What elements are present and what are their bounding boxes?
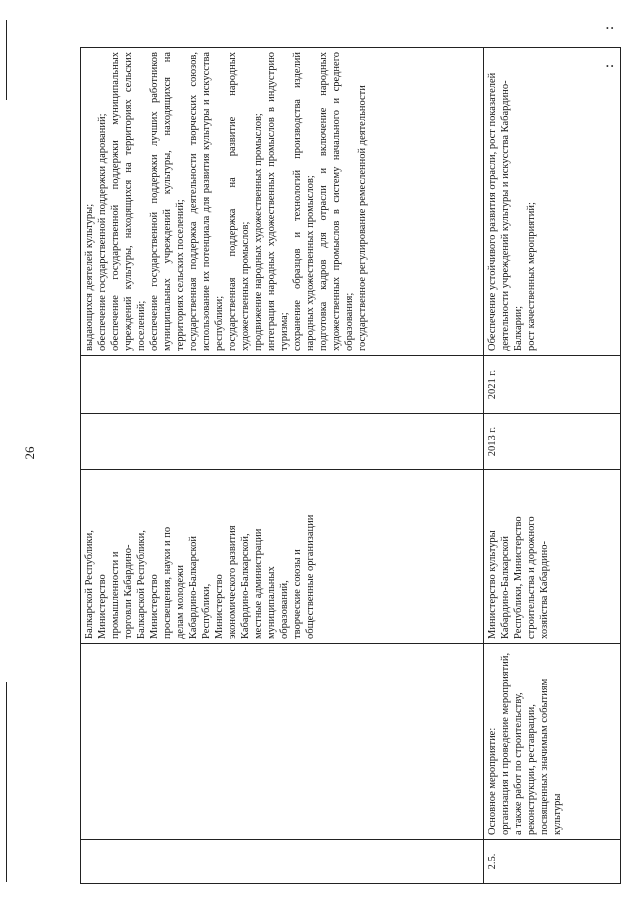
- cell-executors: Министерство культуры Кабардино-Балкарской Республики, Министерство строительства и дорожного хозяйства Кабардино-: [484, 470, 621, 644]
- cell-number: [81, 840, 484, 884]
- cell-end-year: 2021 г.: [484, 356, 621, 414]
- cell-results: выдающихся деятелей культуры; обеспечение государственной поддержки дарований; обеспечение государственной поддержки муниципальных учреждений культуры, находящихся на территориях сельских поселений; обеспечение государственной поддержки лучших работников муниципальных учреждений культуры, находящихся на территориях сельских поселений; государственная поддержка деятельности творческих союзов, использование их потенциала для развития культуры и искусства республики; государственная поддержка на развитие народных художественных промыслов; продвижение народных художественных промыслов; интеграция народных художественных промыслов в индустрию туризма; сохранение образцов и технологий производства изделий народных художественных промыслов; подготовка кадров для отрасли и включение народных художественных промыслов в систему начального и среднего образования; государственное регулирование ремесленной деятельности: [81, 48, 484, 356]
- cell-measure: Основное мероприятие: организация и проведение мероприятий, а также работ по строительству, реконструкции, реставрации, посвященных значимым событиям культуры: [484, 644, 621, 840]
- scan-edge-line-top: [6, 20, 7, 100]
- cell-executors: Балкарской Республики, Министерство промышленности и торговли Кабардино- Балкарской Республики, Министерство просвещения, науки и по делам молодежи Кабардино-Балкарской Республики, Министерство экономического развития Кабардино-Балкарской, местные администрации муниципальных образований, творческие союзы и общественные организации: [81, 470, 484, 644]
- corner-mark-bottom: • •: [606, 62, 614, 71]
- scan-edge-line-bottom: [6, 682, 7, 882]
- cell-start-year: 2013 г.: [484, 414, 621, 470]
- corner-mark-top: • •: [606, 24, 614, 33]
- rotated-table-container: [80, 48, 620, 884]
- cell-measure: [81, 644, 484, 840]
- cell-results: Обеспечение устойчивого развития отрасли, рост показателей деятельности учреждений культуры и искусства Кабардино-Балкарии; рост качественных мероприятий;: [484, 48, 621, 356]
- page-number: 26: [22, 446, 37, 460]
- table-row: [484, 48, 621, 884]
- program-measures-table: [80, 47, 621, 884]
- cell-end-year: [81, 356, 484, 414]
- cell-number: 2.5.: [484, 840, 621, 884]
- table-row: [81, 48, 484, 884]
- cell-start-year: [81, 414, 484, 470]
